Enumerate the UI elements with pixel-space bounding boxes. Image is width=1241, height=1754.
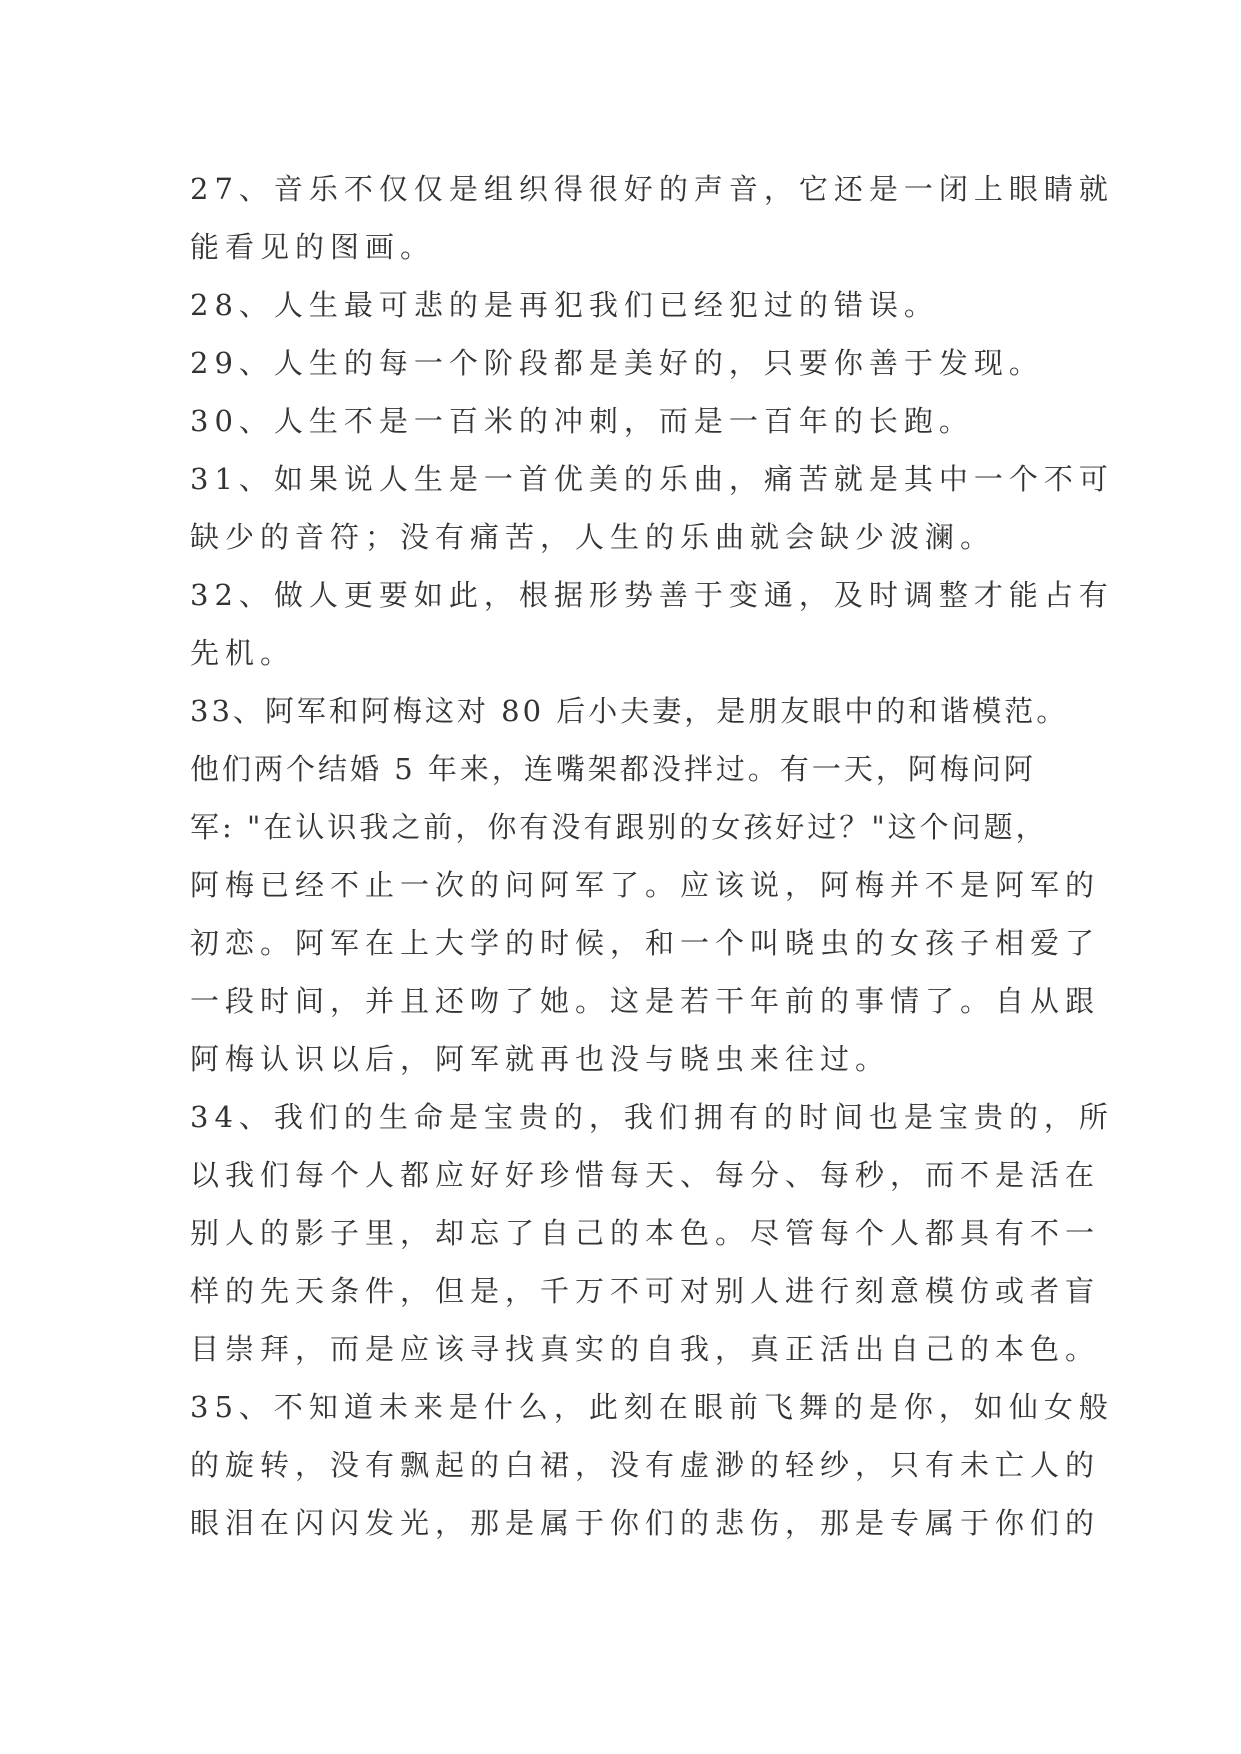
text-line: 27、音乐不仅仅是组织得很好的声音，它还是一闭上眼睛就	[190, 172, 1114, 206]
text-line: 31、如果说人生是一首优美的乐曲，痛苦就是其中一个不可	[190, 462, 1114, 496]
text-line: 28、人生最可悲的是再犯我们已经犯过的错误。	[190, 288, 939, 322]
text-line: 32、做人更要如此，根据形势善于变通，及时调整才能占有	[190, 578, 1114, 612]
text-line: 军: "在认识我之前，你有没有跟别的女孩好过？"这个问题，	[190, 810, 1048, 844]
text-line: 阿梅已经不止一次的问阿军了。应该说，阿梅并不是阿军的	[190, 868, 1101, 902]
text-line: 目崇拜，而是应该寻找真实的自我，真正活出自己的本色。	[190, 1332, 1101, 1366]
text-line: 阿梅认识以后，阿军就再也没与晓虫来往过。	[190, 1042, 891, 1076]
text-line: 能看见的图画。	[190, 230, 436, 264]
document-body	[190, 160, 1114, 1552]
text-line: 35、不知道未来是什么，此刻在眼前飞舞的是你，如仙女般	[190, 1390, 1114, 1424]
text-line: 29、人生的每一个阶段都是美好的，只要你善于发现。	[190, 346, 1044, 380]
text-line: 30、人生不是一百米的冲刺，而是一百年的长跑。	[190, 404, 974, 438]
text-line: 先机。	[190, 636, 296, 670]
text-line: 初恋。阿军在上大学的时候，和一个叫晓虫的女孩子相爱了	[190, 926, 1101, 960]
text-line: 以我们每个人都应好好珍惜每天、每分、每秒，而不是活在	[190, 1158, 1101, 1192]
text-line: 别人的影子里，却忘了自己的本色。尽管每个人都具有不一	[190, 1216, 1101, 1250]
text-line: 的旋转，没有飘起的白裙，没有虚渺的轻纱，只有未亡人的	[190, 1448, 1101, 1482]
text-line: 样的先天条件，但是，千万不可对别人进行刻意模仿或者盲	[190, 1274, 1101, 1308]
text-line: 眼泪在闪闪发光，那是属于你们的悲伤，那是专属于你们的	[190, 1506, 1101, 1540]
text-line: 他们两个结婚 5 年来，连嘴架都没拌过。有一天，阿梅问阿	[190, 752, 1036, 786]
text-line: 一段时间，并且还吻了她。这是若干年前的事情了。自从跟	[190, 984, 1101, 1018]
text-line: 缺少的音符；没有痛苦，人生的乐曲就会缺少波澜。	[190, 520, 996, 554]
text-line: 33、阿军和阿梅这对 80 后小夫妻，是朋友眼中的和谐模范。	[190, 694, 1069, 728]
text-line: 34、我们的生命是宝贵的，我们拥有的时间也是宝贵的，所	[190, 1100, 1114, 1134]
